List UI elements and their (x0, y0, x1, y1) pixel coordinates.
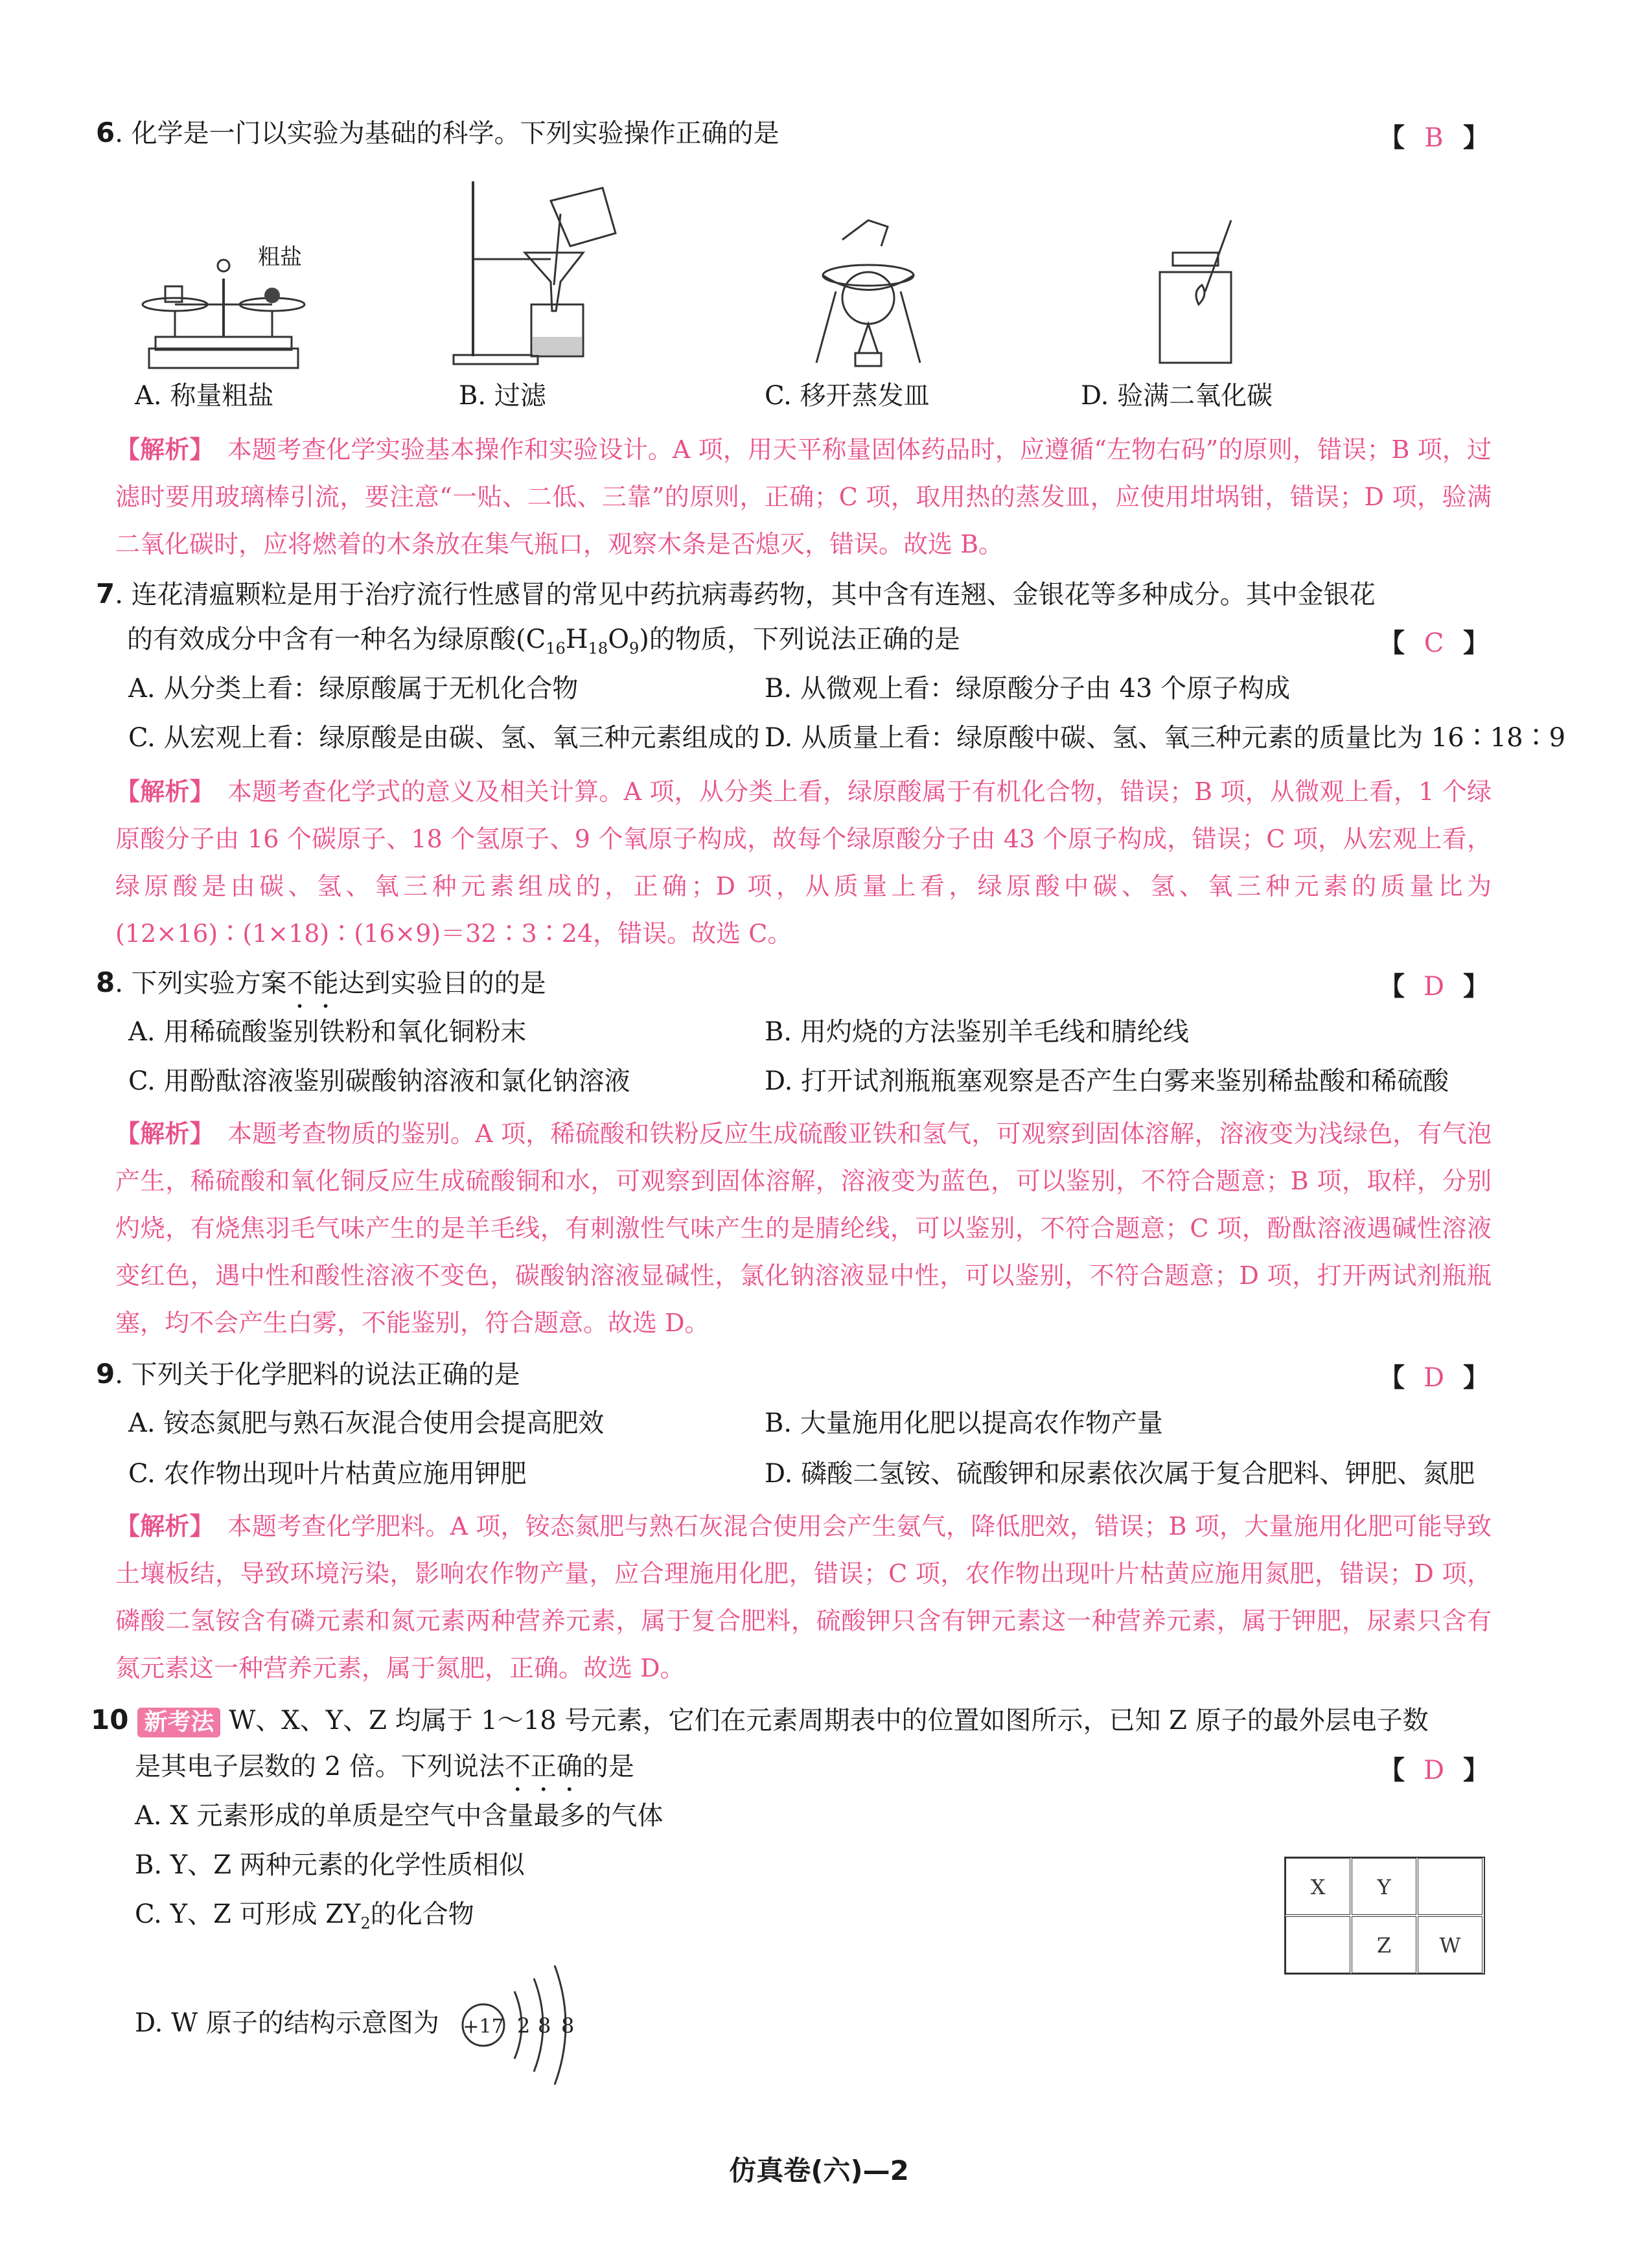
q9-option-c: C. 农作物出现叶片枯黄应施用钾肥 (128, 1459, 527, 1489)
answer-box-10: 【 D 】 (1379, 1756, 1489, 1785)
q6-option-b: B. 过滤 (459, 381, 546, 411)
question-10-stem-line2: 是其电子层数的 2 倍。下列说法不正确的是 (135, 1752, 634, 1781)
answer-value: B (1424, 123, 1444, 153)
question-7-stem-line2: 的有效成分中含有一种名为绿原酸$(C_{16}H_{18}O_9)$的物质，下列说法正确的是 (127, 624, 960, 658)
question-9-stem: 9. 下列关于化学肥料的说法正确的是 (96, 1358, 520, 1390)
q6-option-c: C. 移开蒸发皿 (765, 381, 930, 411)
q9-explanation: 【解析】 本题考查化学肥料。A 项，铵态氮肥与熟石灰混合使用会产生氨气，降低肥效，错误；B 项，大量施用化肥可能导致土壤板结，导致环境污染，影响农作物产量，应合理施用化肥，错误；C 项，农作物出现叶片枯黄应施用氮肥，错误；D 项，磷酸二氢铵含有磷元素和氮元素两种营养元素，属于复合肥料，硫酸钾只含有钾元素这一种营养元素，属于钾肥，尿素只含有氮元素这一种营养元素，属于氮肥，正确。故选 D。 (115, 1512, 1492, 1682)
gas-collecting-bottle-figure (1147, 214, 1263, 376)
question-10-stem: 10 新考法 W、X、Y、Z 均属于 1～18 号元素，它们在元素周期表中的位置如图所示，已知 Z 原子的最外层电子数 (91, 1702, 1429, 1738)
q7-explanation: 【解析】 本题考查化学式的意义及相关计算。A 项，从分类上看，绿原酸属于有机化合物，错误；B 项，从微观上看，1 个绿原酸分子由 16 个碳原子、18 个氢原子、9 个氧原子构成，故每个绿原酸分子由 43 个原子构成，错误；C 项，从宏观上看，绿原酸是由碳、氢、氧三种元素组成的，正确；D 项，从质量上看，绿原酸中碳、氢、氧三种元素的质量比为(12×16)∶(1×18)∶(16×9)＝32∶3∶24，错误。故选 C。 (115, 777, 1492, 948)
filtration-apparatus-figure (447, 175, 654, 369)
atom-structure-diagram (457, 1953, 626, 2095)
cell-w: W (1418, 1916, 1482, 1973)
emphasis-incorrect: 不正确 (504, 1752, 583, 1781)
answer-box-8: 【 D 】 (1379, 972, 1489, 1002)
q6-explanation: 【解析】 本题考查化学实验基本操作和实验设计。A 项，用天平称量固体药品时，应遵循“左物右码”的原则，错误；B 项，过滤时要用玻璃棒引流，要注意“一贴、二低、三靠”的原则，正确；C 项，取用热的蒸发皿，应使用坩埚钳，错误；D 项，验满二氧化碳时，应将燃着的木条放在集气瓶口，观察木条是否熄灭，错误。故选 B。 (115, 435, 1492, 558)
svg-text:8: 8 (538, 2013, 551, 2038)
answer-box-6: 【 B 】 (1379, 120, 1489, 155)
cell-x: X (1286, 1858, 1350, 1915)
q8-option-b: B. 用灼烧的方法鉴别羊毛线和腈纶线 (765, 1017, 1189, 1047)
q8-option-d: D. 打开试剂瓶瓶塞观察是否产生白雾来鉴别稀盐酸和稀硫酸 (765, 1066, 1449, 1096)
svg-text:2: 2 (517, 2013, 531, 2038)
emphasis-not: 不能 (286, 968, 339, 998)
q7-option-a: A. 从分类上看：绿原酸属于无机化合物 (128, 674, 579, 704)
page-footer: 仿真卷(六)—2 (729, 2155, 909, 2186)
q9-option-b: B. 大量施用化肥以提高农作物产量 (765, 1408, 1163, 1438)
q10-option-b: B. Y、Z 两种元素的化学性质相似 (135, 1850, 525, 1880)
cell-z: Z (1352, 1916, 1416, 1973)
q7-option-d: D. 从质量上看：绿原酸中碳、氢、氧三种元素的质量比为 16∶18∶9 (765, 723, 1566, 753)
question-6-stem: 6. 化学是一门以实验为基础的科学。下列实验操作正确的是 (96, 117, 779, 148)
periodic-table-fragment (1284, 1857, 1485, 1975)
q8-option-a: A. 用稀硫酸鉴别铁粉和氧化铜粉末 (128, 1017, 527, 1047)
svg-text:+17: +17 (463, 2015, 504, 2038)
q8-explanation: 【解析】 本题考查物质的鉴别。A 项，稀硫酸和铁粉反应生成硫酸亚铁和氢气，可观察到固体溶解，溶液变为浅绿色，有气泡产生，稀硫酸和氧化铜反应生成硫酸铜和水，可观察到固体溶解，溶液变为蓝色，可以鉴别，不符合题意；B 项，取样，分别灼烧，有烧焦羽毛气味产生的是羊毛线，有刺激性气味产生的是腈纶线，可以鉴别，不符合题意；C 项，酚酞溶液遇碱性溶液变红色，遇中性和酸性溶液不变色，碳酸钠溶液显碱性，氯化钠溶液显中性，可以鉴别，不符合题意；D 项，打开两试剂瓶瓶塞，均不会产生白雾，不能鉴别，符合题意。故选 D。 (115, 1119, 1492, 1337)
q9-option-d: D. 磷酸二氢铵、硫酸钾和尿素依次属于复合肥料、钾肥、氮肥 (765, 1459, 1475, 1489)
q8-option-c: C. 用酚酞溶液鉴别碳酸钠溶液和氯化钠溶液 (128, 1066, 630, 1096)
q6-option-a: A. 称量粗盐 (135, 381, 274, 411)
question-number: 6 (96, 117, 115, 148)
q9-option-a: A. 铵态氮肥与熟石灰混合使用会提高肥效 (128, 1408, 605, 1438)
q6-option-d: D. 验满二氧化碳 (1081, 381, 1273, 411)
figure-label-crude-salt: 粗盐 (258, 244, 302, 270)
q10-option-c: C. Y、Z 可形成 $ZY_2$的化合物 (135, 1899, 474, 1932)
cell-empty (1286, 1916, 1350, 1973)
svg-text:8: 8 (561, 2013, 575, 2038)
q7-option-c: C. 从宏观上看：绿原酸是由碳、氢、氧三种元素组成的 (128, 723, 760, 753)
evaporating-dish-figure (797, 214, 946, 376)
q7-option-b: B. 从微观上看：绿原酸分子由 43 个原子构成 (765, 674, 1291, 704)
answer-box-9: 【 D 】 (1379, 1363, 1489, 1393)
answer-box-7: 【 C 】 (1379, 628, 1489, 658)
cell-empty (1418, 1858, 1482, 1915)
question-7-stem: 7. 连花清瘟颗粒是用于治疗流行性感冒的常见中药抗病毒药物，其中含有连翘、金银花等多种成分。其中金银花 (96, 578, 1376, 610)
new-method-badge: 新考法 (137, 1708, 220, 1737)
question-8-stem: 8. 下列实验方案不能达到实验目的的是 (96, 967, 546, 998)
cell-y: Y (1352, 1858, 1416, 1915)
q10-option-d: D. W 原子的结构示意图为 (135, 2008, 439, 2038)
q10-option-a: A. X 元素形成的单质是空气中含量最多的气体 (135, 1801, 663, 1831)
